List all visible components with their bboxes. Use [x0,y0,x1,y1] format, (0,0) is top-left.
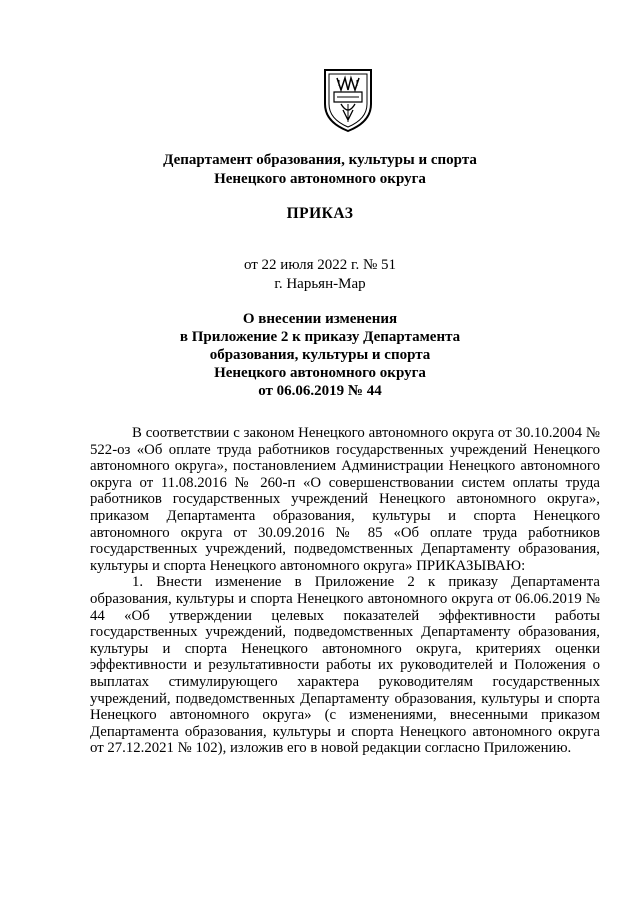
date-block [0,256,640,294]
subject-line-5: от 06.06.2019 № 44 [258,383,382,399]
clause-1-paragraph: 1. Внести изменение в Приложение 2 к приказу Департамента образования, культуры и спорта Ненецкого автономного округа от 06.06.2019 № 44 «Об утверждении целевых показателей эффективности работы государственных учреждений, подведомственных Департаменту образования, культуры и спорта Ненецкого автономного округа, критериях оценки эффективности и результативности работы их руководителей и Положения о выплатах стимулирующего характера руководителям государственных учреждений, подведомственных Департаменту образования, культуры и спорта Ненецкого автономного округа» (с изменениями, внесенными приказом Департамента образования, культуры и спорта Ненецкого автономного округа от 27.12.2021 № 102), изложив его в новой редакции согласно Приложению. [90,574,600,757]
department-header [0,151,640,189]
preamble-paragraph: В соответствии с законом Ненецкого автономного округа от 30.10.2004 № 522-оз «Об оплате труда работников государственных учреждений Ненецкого автономного округа», постановлением Администрации Ненецкого автономного округа от 11.08.2016 № 260-п «О совершенствовании систем оплаты труда работников государственных учреждений Ненецкого автономного округа», приказом Департамента образования, культуры и спорта Ненецкого автономного округа от 30.09.2016 № 85 «Об оплате труда работников государственных учреждений, подведомственных Департаменту образования, культуры и спорта Ненецкого автономного округа» ПРИКАЗЫВАЮ: [90,425,600,574]
order-date-number: от 22 июля 2022 г. № 51 [243,257,397,273]
subject-line-1: О внесении изменения [242,311,398,327]
coat-of-arms-emblem [321,64,375,134]
subject-line-4: Ненецкого автономного округа [214,365,426,381]
region-name: Ненецкого автономного округа [214,171,426,187]
document-type-title: ПРИКАЗ [286,205,354,222]
subject-line-3: образования, культуры и спорта [209,347,431,363]
subject-line-2: в Приложение 2 к приказу Департамента [179,329,461,345]
place-of-issue: г. Нарьян-Мар [274,276,366,292]
order-subject [0,310,640,400]
order-body [90,425,600,757]
department-name: Департамент образования, культуры и спорта [163,152,477,168]
